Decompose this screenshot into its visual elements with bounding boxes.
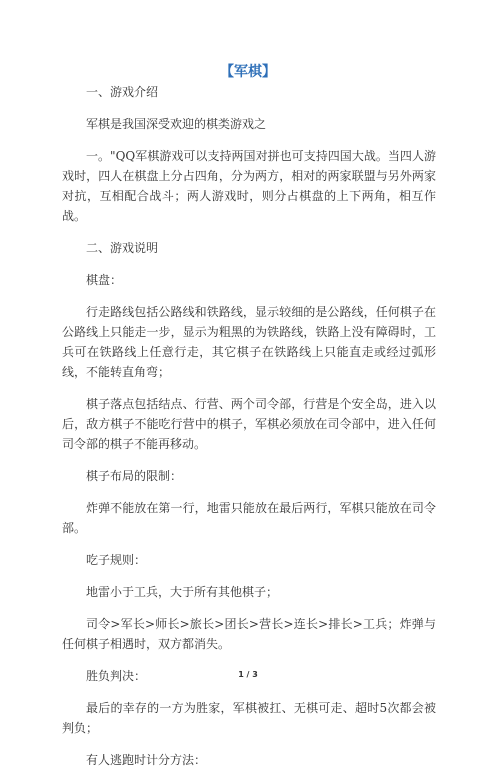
page-number: 1 / 3 — [238, 670, 258, 679]
subheading-layout-limits: 棋子布局的限制： — [86, 469, 183, 483]
document-title: 【军棋】 — [220, 64, 276, 80]
paragraph: 司令>军长>师长>旅长>团长>营长>连长>排长>工兵；炸弹与任何棋子相遇时，双方都消失。 — [62, 617, 436, 651]
subheading-board: 棋盘： — [86, 273, 123, 287]
paragraph: 棋子落点包括结点、行营、两个司令部，行营是个安全岛，进入以后，敌方棋子不能吃行营中的棋子，军棋必须放在司令部中，进入任何司令部的棋子不能再移动。 — [62, 397, 436, 451]
paragraph: 一。"QQ军棋游戏可以支持两国对拼也可支持四国大战。当四人游戏时，四人在棋盘上分占四角，分为两方，相对的两家联盟与另外两家对抗，互相配合战斗；两人游戏时，则分占棋盘的上下两角，相互作战。 — [62, 149, 436, 223]
paragraph: 炸弹不能放在第一行，地雷只能放在最后两行，军棋只能放在司令部。 — [62, 501, 436, 535]
paragraph: 有人逃跑时计分方法： — [86, 753, 207, 767]
paragraph: 地雷小于工兵，大于所有其他棋子； — [86, 585, 279, 599]
section-heading-rules: 二、游戏说明 — [86, 241, 159, 255]
section-heading-intro: 一、游戏介绍 — [86, 85, 159, 99]
paragraph: 军棋是我国深受欢迎的棋类游戏之 — [86, 117, 267, 131]
paragraph: 行走路线包括公路线和铁路线，显示较细的是公路线，任何棋子在公路线上只能走一步，显示为粗黑的为铁路线，铁路上没有障碍时，工兵可在铁路线上任意行走，其它棋子在铁路线上只能直走或经过弧形线，不能转直角弯； — [62, 305, 436, 379]
subheading-victory: 胜负判决： — [86, 669, 147, 683]
paragraph: 最后的幸存的一方为胜家，军棋被扛、无棋可走、超时5次都会被判负； — [62, 701, 436, 735]
subheading-capture-rules: 吃子规则： — [86, 553, 147, 567]
